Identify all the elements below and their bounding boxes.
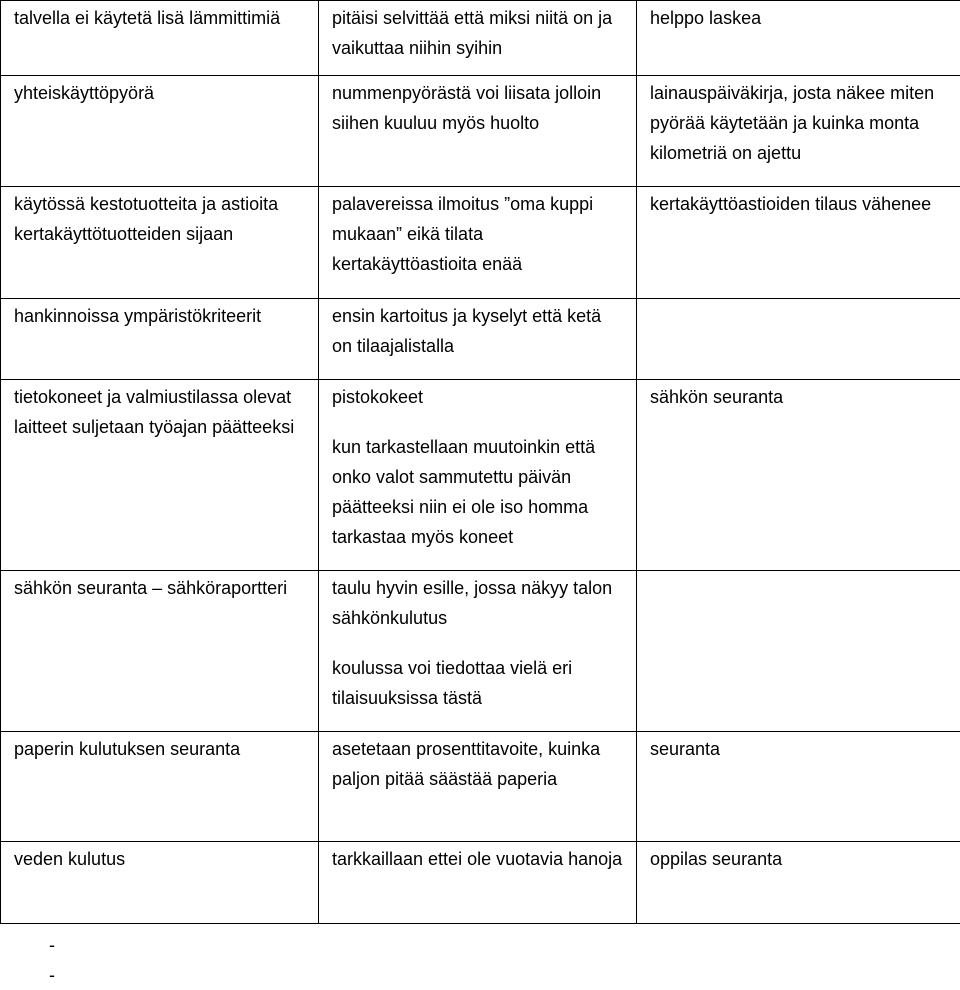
table-cell — [637, 380, 960, 571]
table-cell — [637, 76, 960, 187]
table-cell — [1, 1, 319, 76]
cell-text: kun tarkastellaan muutoinkin että onko valot sammutettu päivän päätteeksi niin ei ole iso homma tarkastaa myös koneet — [332, 432, 626, 552]
cell-text: veden kulutus — [14, 844, 308, 874]
table-row — [1, 380, 960, 571]
table-row — [1, 76, 960, 187]
table-cell — [319, 380, 637, 571]
table-cell — [319, 76, 637, 187]
cell-text: paperin kulutuksen seuranta — [14, 734, 308, 764]
cell-text: pistokokeet — [332, 382, 626, 412]
cell-text: ensin kartoitus ja kyselyt että ketä on tilaajalistalla — [332, 301, 626, 361]
table-cell — [637, 842, 960, 924]
cell-text: tietokoneet ja valmiustilassa olevat laitteet suljetaan työajan päätteeksi — [14, 382, 308, 442]
cell-text: yhteiskäyttöpyörä — [14, 78, 308, 108]
cell-text: taulu hyvin esille, jossa näkyy talon sähkönkulutus — [332, 573, 626, 633]
table-cell — [1, 380, 319, 571]
cell-text: hankinnoissa ympäristökriteerit — [14, 301, 308, 331]
table-cell — [319, 187, 637, 299]
bullet-list — [49, 930, 55, 990]
cell-text: pitäisi selvittää että miksi niitä on ja vaikuttaa niihin syihin — [332, 3, 626, 63]
cell-text: tarkkaillaan ettei ole vuotavia hanoja — [332, 844, 626, 874]
cell-text: oppilas seuranta — [650, 844, 950, 874]
cell-text: seuranta — [650, 734, 950, 764]
cell-text: nummenpyörästä voi liisata jolloin siihen kuuluu myös huolto — [332, 78, 626, 138]
table-row — [1, 299, 960, 380]
cell-text: palavereissa ilmoitus ”oma kuppi mukaan” eikä tilata kertakäyttöastioita enää — [332, 189, 626, 279]
table-cell — [637, 1, 960, 76]
table-row — [1, 732, 960, 842]
table-cell — [1, 842, 319, 924]
table-row — [1, 1, 960, 76]
list-dash: - — [49, 930, 55, 960]
table-cell — [1, 76, 319, 187]
table-cell — [1, 187, 319, 299]
cell-text: asetetaan prosenttitavoite, kuinka paljon pitää säästää paperia — [332, 734, 626, 794]
table-cell — [1, 299, 319, 380]
cell-text: talvella ei käytetä lisä lämmittimiä — [14, 3, 308, 33]
cell-text: sähkön seuranta — [650, 382, 950, 412]
table-cell — [319, 299, 637, 380]
table-cell — [1, 571, 319, 732]
table-cell — [637, 299, 960, 380]
table-cell — [637, 732, 960, 842]
table-cell — [637, 571, 960, 732]
table-cell — [637, 187, 960, 299]
cell-text: käytössä kestotuotteita ja astioita kertakäyttötuotteiden sijaan — [14, 189, 308, 249]
cell-text: sähkön seuranta – sähköraportteri — [14, 573, 308, 603]
table-row — [1, 187, 960, 299]
cell-text: koulussa voi tiedottaa vielä eri tilaisuuksissa tästä — [332, 653, 626, 713]
cell-text: lainauspäiväkirja, josta näkee miten pyörää käytetään ja kuinka monta kilometriä on ajettu — [650, 78, 950, 168]
table-cell — [319, 571, 637, 732]
table-row — [1, 842, 960, 924]
table-cell — [319, 732, 637, 842]
cell-text: kertakäyttöastioiden tilaus vähenee — [650, 189, 950, 219]
table-cell — [319, 842, 637, 924]
table-cell — [319, 1, 637, 76]
list-dash: - — [49, 960, 55, 990]
table-row — [1, 571, 960, 732]
cell-text: helppo laskea — [650, 3, 950, 33]
table-cell — [1, 732, 319, 842]
